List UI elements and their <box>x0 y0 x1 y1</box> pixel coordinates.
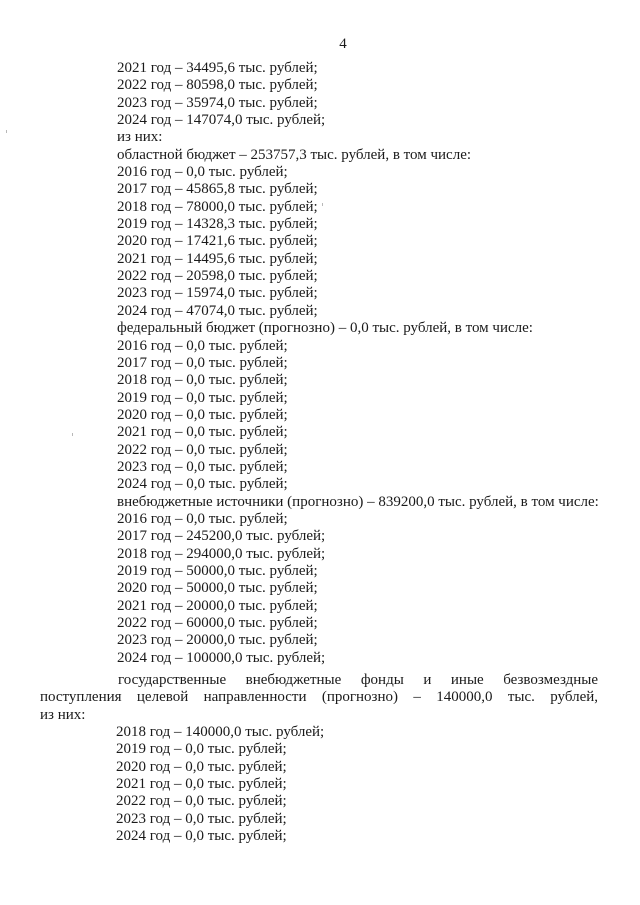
paragraph-extra-budget-funds <box>40 672 598 724</box>
funding-line: 2018 год – 0,0 тыс. рублей; <box>117 372 288 389</box>
funding-line: 2019 год – 0,0 тыс. рублей; <box>116 741 287 758</box>
funding-line: 2018 год – 140000,0 тыс. рублей; <box>116 724 325 740</box>
funding-line: 2024 год – 100000,0 тыс. рублей; <box>117 649 326 666</box>
funding-line: 2019 год – 0,0 тыс. рублей; <box>117 389 288 406</box>
funding-line: 2021 год – 0,0 тыс. рублей; <box>117 424 288 441</box>
funding-line: 2022 год – 60000,0 тыс. рублей; <box>117 615 318 631</box>
funding-line: 2016 год – 0,0 тыс. рублей; <box>117 510 288 527</box>
funding-line: 2021 год – 20000,0 тыс. рублей; <box>117 597 318 614</box>
funding-line: 2022 год – 0,0 тыс. рублей; <box>117 441 288 458</box>
funding-list-top <box>117 60 599 667</box>
paragraph-line-3: из них: <box>40 706 86 723</box>
funding-line: 2024 год – 47074,0 тыс. рублей; <box>117 302 318 319</box>
margin-tick-mark <box>72 433 73 436</box>
page-number: 4 <box>339 36 347 52</box>
funding-line: 2024 год – 147074,0 тыс. рублей; <box>117 112 326 129</box>
funding-line: 2022 год – 20598,0 тыс. рублей; <box>117 268 318 285</box>
funding-line: 2020 год – 0,0 тыс. рублей; <box>116 758 287 775</box>
funding-line: 2017 год – 245200,0 тыс. рублей; <box>117 528 326 545</box>
margin-tick-mark <box>6 130 7 133</box>
funding-line: 2017 год – 45865,8 тыс. рублей; <box>117 181 318 198</box>
funding-line: 2023 год – 15974,0 тыс. рублей; <box>117 285 318 302</box>
funding-line: 2021 год – 14495,6 тыс. рублей; <box>117 250 318 267</box>
funding-line: областной бюджет – 253757,3 тыс. рублей, в том числе: <box>117 146 472 163</box>
funding-line: 2022 год – 0,0 тыс. рублей; <box>116 793 287 810</box>
funding-line: 2016 год – 0,0 тыс. рублей; <box>117 164 288 181</box>
funding-line: 2019 год – 50000,0 тыс. рублей; <box>117 562 318 579</box>
margin-tick-mark <box>322 203 323 206</box>
funding-line: 2019 год – 14328,3 тыс. рублей; <box>117 216 318 233</box>
funding-line: 2023 год – 0,0 тыс. рублей; <box>117 458 288 475</box>
funding-line: 2023 год – 20000,0 тыс. рублей; <box>117 632 318 649</box>
funding-line: внебюджетные источники (прогнозно) – 839200,0 тыс. рублей, в том числе: <box>117 493 599 510</box>
funding-line: 2021 год – 0,0 тыс. рублей; <box>116 776 287 793</box>
funding-line: 2016 год – 0,0 тыс. рублей; <box>117 337 288 354</box>
funding-line: 2024 год – 0,0 тыс. рублей; <box>117 476 288 493</box>
funding-line: 2024 год – 0,0 тыс. рублей; <box>116 828 287 845</box>
funding-line: 2018 год – 294000,0 тыс. рублей; <box>117 545 326 562</box>
funding-line: 2020 год – 50000,0 тыс. рублей; <box>117 580 318 597</box>
funding-line: 2017 год – 0,0 тыс. рублей; <box>117 354 288 371</box>
funding-list-bottom <box>116 724 598 845</box>
paragraph-line-2: поступления целевой направленности (прогнозно) – 140000,0 тыс. рублей, <box>40 689 598 706</box>
funding-line: 2018 год – 78000,0 тыс. рублей; <box>117 198 318 215</box>
funding-line: 2023 год – 35974,0 тыс. рублей; <box>117 94 318 111</box>
funding-line: 2020 год – 0,0 тыс. рублей; <box>117 406 288 423</box>
paragraph-line-1: государственные внебюджетные фонды и иные безвозмездные <box>118 672 598 688</box>
funding-line: федеральный бюджет (прогнозно) – 0,0 тыс. рублей, в том числе: <box>117 320 533 337</box>
funding-line: 2022 год – 80598,0 тыс. рублей; <box>117 77 318 94</box>
funding-line: 2020 год – 17421,6 тыс. рублей; <box>117 233 318 250</box>
funding-line: 2021 год – 34495,6 тыс. рублей; <box>117 60 318 76</box>
funding-line: из них: <box>117 129 163 146</box>
funding-line: 2023 год – 0,0 тыс. рублей; <box>116 810 287 827</box>
